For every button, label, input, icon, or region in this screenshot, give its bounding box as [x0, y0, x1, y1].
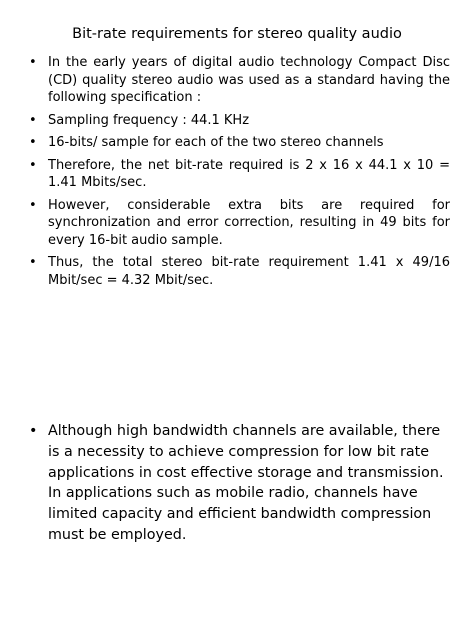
- slide-title: Bit-rate requirements for stereo quality audio: [72, 26, 402, 42]
- list-item-text: Sampling frequency : 44.1 KHz: [48, 112, 250, 128]
- bullet-icon: •: [29, 157, 37, 173]
- list-item-text: In the early years of digital audio technology Compact Disc (CD) quality stereo audio was used as a standard having the following specification :: [48, 55, 450, 105]
- compression-list: [29, 421, 450, 546]
- requirements-list: [29, 54, 450, 294]
- list-item-text: Although high bandwidth channels are available, there is a necessity to achieve compression for low bit rate applications in cost effective storage and transmission. In applications such as mobile radio, channels have limited capacity and efficient bandwidth compression must be employed.: [48, 423, 444, 543]
- bullet-icon: •: [29, 423, 38, 439]
- list-item-text: Thus, the total stereo bit-rate requirement 1.41 x 49/16 Mbit/sec = 4.32 Mbit/sec.: [48, 255, 450, 288]
- list-item-text: However, considerable extra bits are required for synchronization and error correction, resulting in 49 bits for every 16-bit audio sample.: [48, 197, 450, 248]
- bullet-icon: •: [29, 197, 37, 213]
- list-item-text: Therefore, the net bit-rate required is 2 x 16 x 44.1 x 10 = 1.41 Mbits/sec.: [48, 157, 450, 190]
- list-item: [29, 112, 450, 130]
- list-item: [29, 54, 450, 107]
- list-item: [29, 421, 450, 546]
- list-item: [29, 134, 450, 152]
- list-item: [29, 254, 450, 289]
- bullet-icon: •: [29, 255, 37, 270]
- bullet-icon: •: [29, 135, 37, 150]
- list-item: [29, 197, 450, 250]
- list-item: [29, 157, 450, 192]
- bullet-icon: •: [29, 55, 37, 70]
- bullet-icon: •: [29, 112, 37, 128]
- list-item-text: 16-bits/ sample for each of the two stereo channels: [48, 135, 384, 150]
